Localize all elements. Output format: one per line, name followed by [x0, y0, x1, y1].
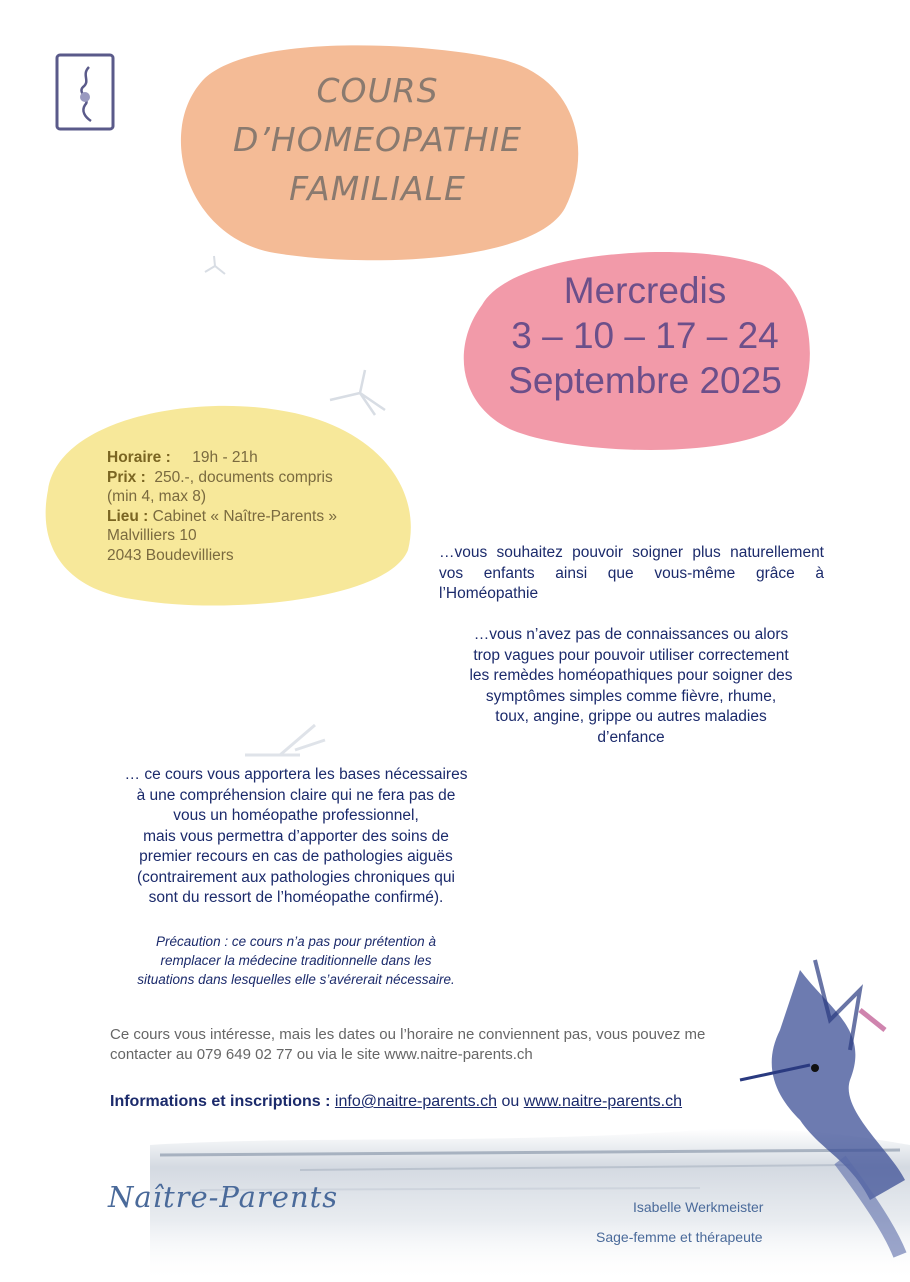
address-line-2: 2043 Boudevilliers [107, 546, 234, 564]
lieu-value: Cabinet « Naître-Parents » [152, 507, 338, 525]
dates-days: 3 – 10 – 17 – 24 [511, 315, 779, 356]
footer-brand-signature: Naître-Parents [108, 1180, 339, 1214]
p2-line: trop vagues pour pouvoir utiliser correctement [473, 646, 789, 664]
registration-line [110, 1093, 810, 1111]
lieu-label: Lieu : [107, 507, 149, 525]
precaution-line: Précaution : ce cours n’a pas pour prétention à [156, 934, 436, 949]
precaution-line: remplacer la médecine traditionnelle dans les [160, 953, 432, 968]
sketch-bird-small-icon [200, 252, 230, 282]
p2-line: les remèdes homéopathiques pour soigner des [469, 667, 793, 684]
title-line-3: FAMILIALE [289, 169, 466, 208]
p3-line: sont du ressort de l’homéopathe confirmé). [148, 889, 444, 906]
contact-note [110, 1025, 810, 1065]
p3-line: mais vous permettra d’apporter des soins de [143, 827, 449, 845]
p2-line: toux, angine, grippe ou autres maladies [495, 708, 767, 725]
p3-line: vous un homéopathe professionnel, [173, 807, 419, 824]
course-dates [470, 268, 820, 403]
author-name: Isabelle Werkmeister [633, 1199, 764, 1215]
registration-label: Informations et inscriptions : [110, 1093, 331, 1110]
or-text: ou [501, 1093, 520, 1110]
sketch-bird-medium-icon [325, 365, 395, 425]
precaution-note [90, 932, 502, 989]
p3-line: à une compréhension claire qui ne fera pas de [136, 786, 456, 804]
p3-line: (contrairement aux pathologies chroniques qui [137, 868, 455, 886]
precaution-line: situations dans lesquelles elle s’avérerait nécessaire. [137, 972, 455, 987]
p2-line: …vous n’avez pas de connaissances ou alors [473, 626, 789, 643]
paragraph-wish: …vous souhaitez pouvoir soigner plus naturellement vos enfants ainsi que vous-même grâce à l’Homéopathie [439, 544, 824, 602]
naitre-parents-logo [55, 53, 115, 131]
practical-info [107, 448, 397, 566]
horaire-label: Horaire : [107, 449, 171, 466]
website-link[interactable]: www.naitre-parents.ch [523, 1093, 683, 1110]
course-title [180, 66, 575, 213]
p2-line: symptômes simples comme fièvre, rhume, [485, 687, 777, 705]
contact-line-2: contacter au 079 649 02 77 ou via le site www.naitre-parents.ch [110, 1046, 533, 1063]
prix-label: Prix : [107, 468, 146, 486]
dates-weekday: Mercredis [563, 270, 727, 311]
p3-line: … ce cours vous apportera les bases nécessaires [124, 766, 468, 783]
lieu-row [107, 507, 397, 527]
title-line-2: D’HOMEOPATHIE [233, 120, 522, 159]
email-link[interactable]: info@naitre-parents.ch [334, 1093, 498, 1110]
horaire-value: 19h - 21h [192, 449, 258, 466]
address-line-1: Malvilliers 10 [107, 527, 197, 545]
title-line-1: COURS [316, 71, 439, 110]
paragraph-knowledge [432, 625, 830, 748]
prix-value: 250.-, documents compris [154, 468, 333, 486]
prix-note: (min 4, max 8) [107, 488, 207, 506]
paragraph-course-benefit [90, 765, 502, 909]
contact-line-1: Ce cours vous intéresse, mais les dates ou l’horaire ne conviennent pas, vous pouvez me [110, 1026, 706, 1043]
sketch-bird-large-icon [240, 720, 330, 765]
dates-month-year: Septembre 2025 [508, 360, 782, 401]
p3-line: premier recours en cas de pathologies aiguës [139, 848, 453, 865]
horaire-row [107, 448, 397, 468]
author-role: Sage-femme et thérapeute [596, 1229, 763, 1245]
p2-line: d’enfance [597, 728, 665, 746]
prix-row [107, 468, 397, 488]
